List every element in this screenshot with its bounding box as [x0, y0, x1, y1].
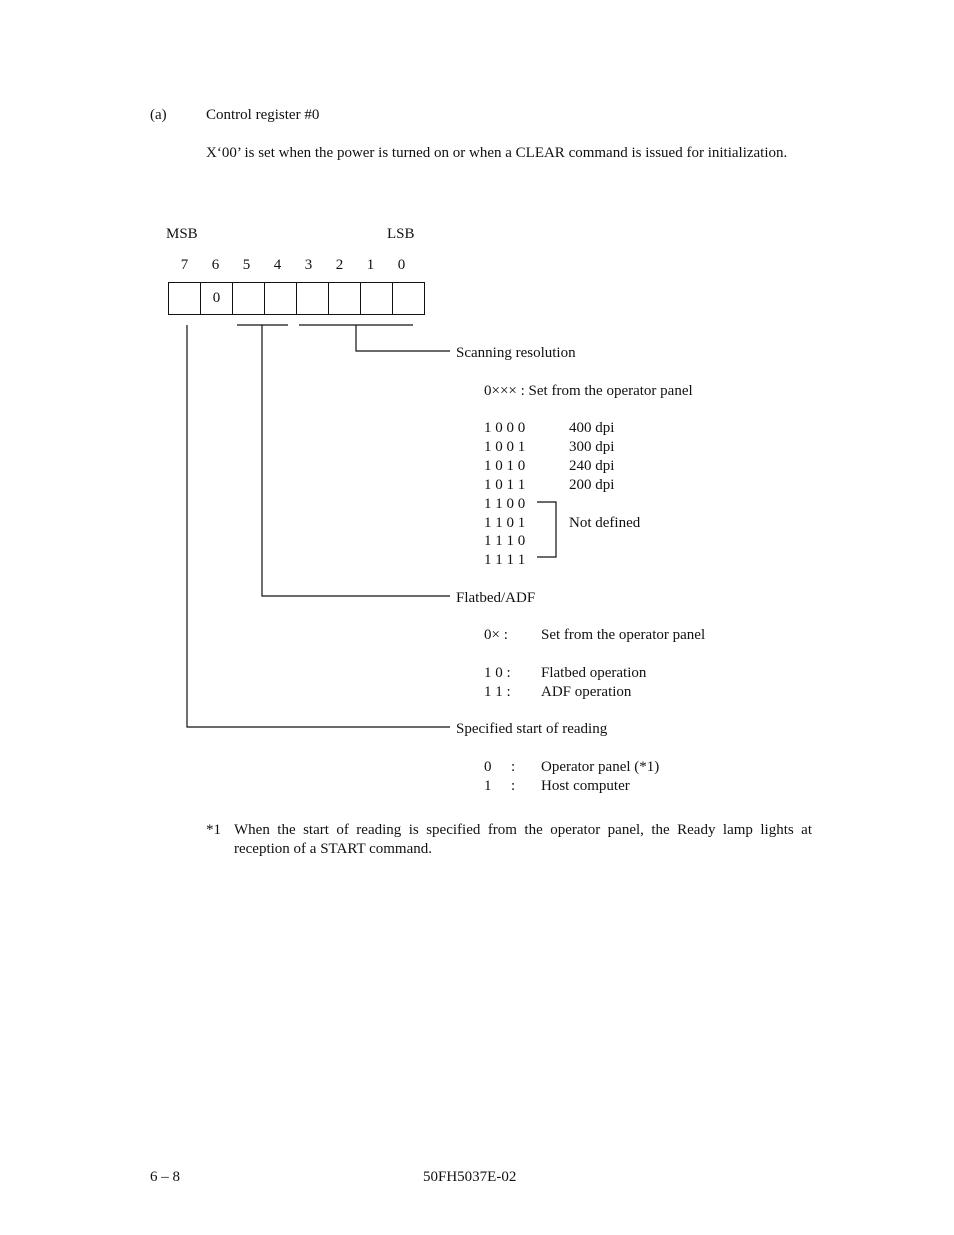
footnote-text: When the start of reading is specified from the operator panel, the Ready lamp lights at reception of a START command. — [234, 822, 812, 857]
bit-number-6: 6 — [211, 257, 220, 273]
bit-number-2: 2 — [335, 257, 344, 273]
page-number: 6 – 8 — [150, 1169, 180, 1185]
start-code: 0 — [484, 759, 492, 775]
flatbed-code: 1 0 : — [484, 665, 511, 681]
bit-number-4: 4 — [273, 257, 282, 273]
flatbed-desc: Set from the operator panel — [541, 627, 706, 643]
document-id: 50FH5037E-02 — [423, 1169, 517, 1185]
lsb-label: LSB — [387, 226, 415, 242]
resolution-code: 1 0 0 1 — [484, 439, 526, 455]
section-marker: (a) — [150, 107, 167, 123]
resolution-code: 1 0 1 0 — [484, 458, 526, 474]
resolution-code: 1 1 0 0 — [484, 496, 526, 512]
resolution-value: 240 dpi — [569, 458, 615, 474]
bit-number-0: 0 — [397, 257, 406, 273]
resolution-code: 1 0 1 1 — [484, 477, 526, 493]
msb-label: MSB — [166, 226, 198, 242]
flatbed-desc: Flatbed operation — [541, 665, 647, 681]
start-of-reading-title: Specified start of reading — [456, 721, 608, 737]
start-colon: : — [511, 778, 516, 794]
resolution-code: 1 1 1 0 — [484, 533, 526, 549]
resolution-value: 400 dpi — [569, 420, 615, 436]
start-desc: Operator panel (*1) — [541, 759, 660, 775]
flatbed-desc: ADF operation — [541, 684, 632, 700]
start-desc: Host computer — [541, 778, 630, 794]
not-defined-label: Not defined — [569, 515, 641, 531]
resolution-value: 300 dpi — [569, 439, 615, 455]
intro-paragraph: X‘00’ is set when the power is turned on or when a CLEAR command is issued for initialization. — [206, 145, 788, 161]
bit-number-3: 3 — [304, 257, 313, 273]
start-code: 1 — [484, 778, 492, 794]
resolution-value: 200 dpi — [569, 477, 615, 493]
bit-cell-6: 0 — [201, 283, 233, 315]
resolution-code: 1 0 0 0 — [484, 420, 526, 436]
bit-number-5: 5 — [242, 257, 251, 273]
bit-number-1: 1 — [366, 257, 375, 273]
flatbed-code: 1 1 : — [484, 684, 511, 700]
bit-number-7: 7 — [180, 257, 189, 273]
resolution-code: 1 1 1 1 — [484, 552, 526, 568]
section-title: Control register #0 — [206, 107, 320, 123]
resolution-code: 1 1 0 1 — [484, 515, 526, 531]
flatbed-adf-title: Flatbed/ADF — [456, 590, 536, 606]
start-colon: : — [511, 759, 516, 775]
scanning-resolution-title: Scanning resolution — [456, 345, 576, 361]
scanning-operator-code: 0××× : Set from the operator panel — [484, 383, 693, 399]
footnote-marker: *1 — [206, 822, 221, 838]
flatbed-code: 0× : — [484, 627, 508, 643]
